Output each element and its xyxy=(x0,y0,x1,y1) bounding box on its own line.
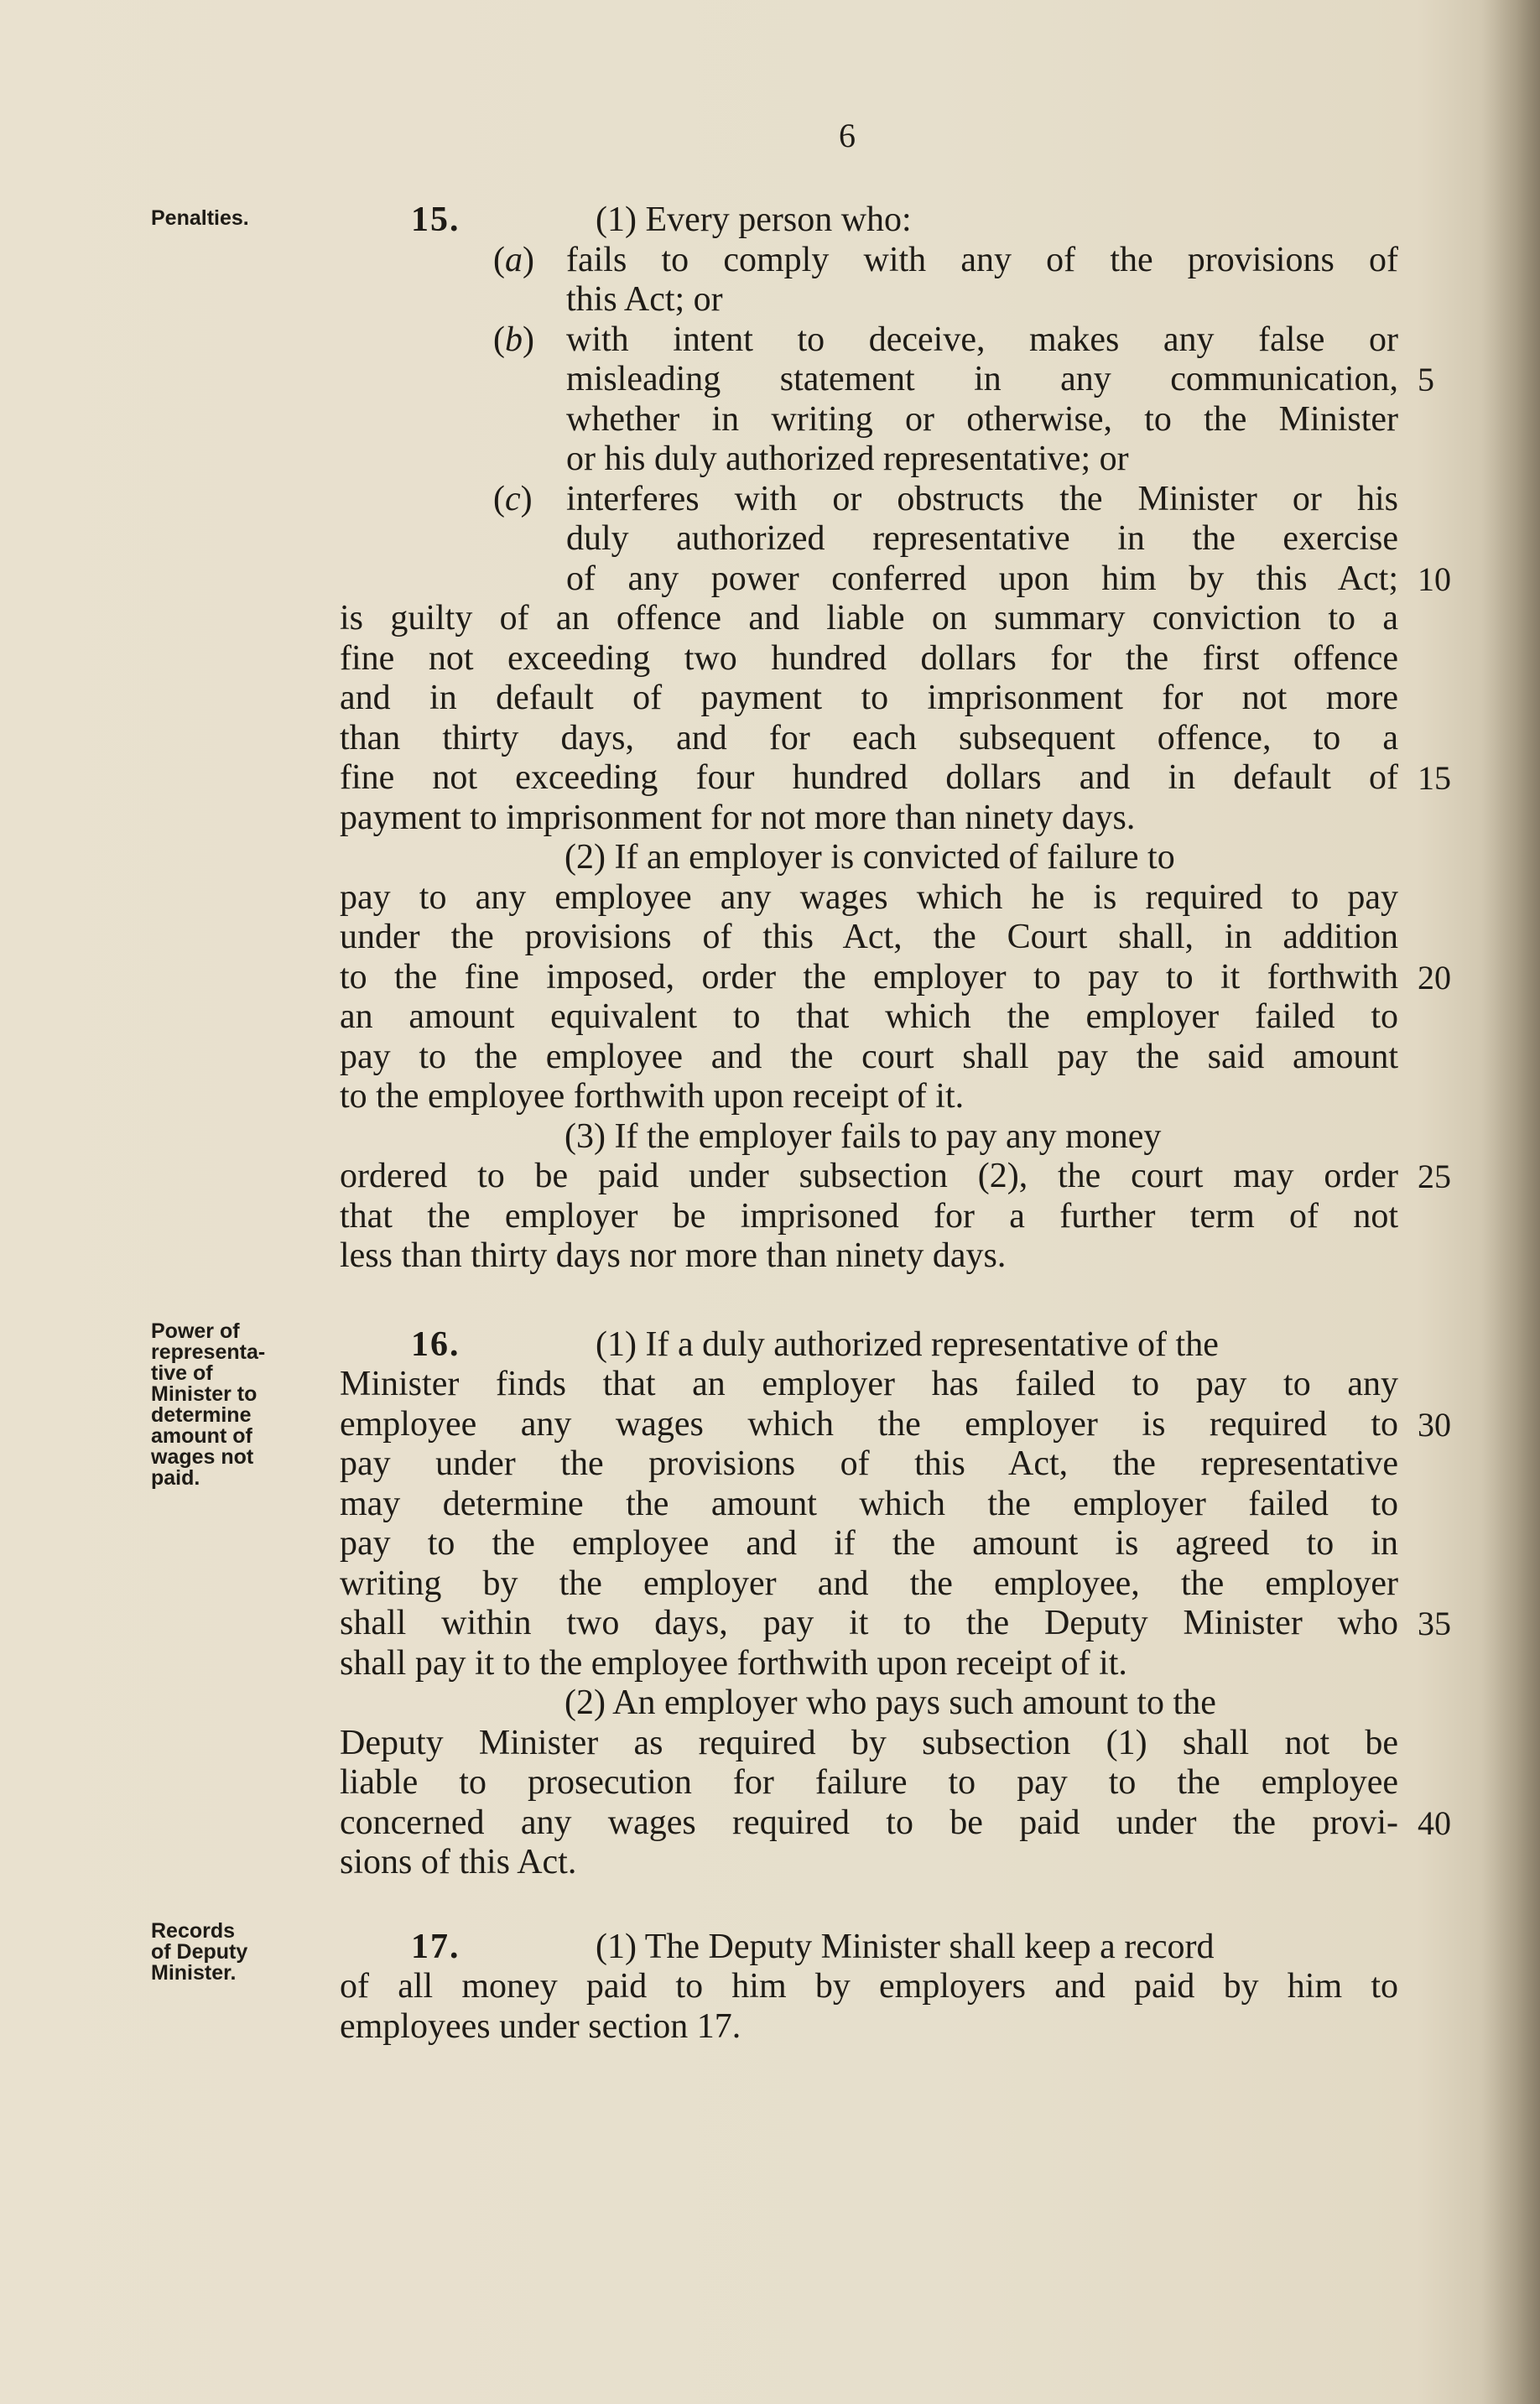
text-line: Minister finds that an employer has failed to pay to any xyxy=(340,1365,1398,1403)
section-15-heading xyxy=(411,200,912,241)
line-number: 5 xyxy=(1418,361,1434,398)
section-15-subsection-1-intro: (1) Every person who: xyxy=(596,200,912,239)
text-line: and in default of payment to imprisonment for not more xyxy=(340,679,1398,717)
subsection-first-line xyxy=(340,1117,1398,1158)
section-17-subsection-1-intro: (1) The Deputy Minister shall keep a record xyxy=(596,1928,1215,1966)
text-line: (2) If an employer is convicted of failure to xyxy=(564,838,1175,877)
text-line: than thirty days, and for each subsequent offence, to a xyxy=(340,719,1398,757)
section-17-number: 17 . xyxy=(411,1928,460,1966)
text-line: interferes with or obstructs the Minister or his xyxy=(566,480,1398,518)
text-line: to the employee forthwith upon receipt of it. xyxy=(340,1077,965,1116)
text-line: pay to the employee and if the amount is agreed to in xyxy=(340,1524,1398,1563)
item-a-label: (a) xyxy=(493,241,534,279)
line-number: 35 xyxy=(1418,1605,1451,1642)
margin-note-records-of-deputy-minister: Records of Deputy Minister. xyxy=(151,1919,248,1985)
text-line: with intent to deceive, makes any false or xyxy=(566,320,1398,359)
text-line: pay to any employee any wages which he is required to pay xyxy=(340,878,1398,917)
line-number: 40 xyxy=(1418,1804,1451,1842)
text-line: of any power conferred upon him by this Act; xyxy=(566,559,1398,598)
item-b-letter: b xyxy=(505,320,523,359)
text-line: Deputy Minister as required by subsection (1) shall not be xyxy=(340,1724,1398,1762)
section-16-subsection-1-intro: (1) If a duly authorized representative of the xyxy=(596,1325,1219,1364)
page-number: 6 xyxy=(839,117,856,154)
text-line: pay under the provisions of this Act, the representative xyxy=(340,1444,1398,1483)
text-line: duly authorized representative in the exercise xyxy=(566,519,1398,558)
text-line: misleading statement in any communication, xyxy=(566,360,1398,398)
text-line: fine not exceeding four hundred dollars and in default of xyxy=(340,758,1398,797)
item-c-label: (c) xyxy=(493,480,533,518)
text-line: ordered to be paid under subsection (2), the court may order xyxy=(340,1157,1398,1195)
section-16-number: 16 . xyxy=(411,1325,460,1364)
item-b-label: (b) xyxy=(493,320,534,359)
line-number: 15 xyxy=(1418,759,1451,797)
text-line: (3) If the employer fails to pay any money xyxy=(564,1117,1162,1156)
section-15-number: 15 . xyxy=(411,200,460,239)
section-17-heading xyxy=(411,1928,1215,1968)
text-line: sions of this Act. xyxy=(340,1843,577,1881)
text-line: less than thirty days nor more than ninety days. xyxy=(340,1236,1007,1275)
text-line: pay to the employee and the court shall pay the said amount xyxy=(340,1038,1398,1076)
margin-note-penalties: Penalties. xyxy=(151,206,249,230)
subsection-first-line xyxy=(340,1683,1398,1724)
line-number: 20 xyxy=(1418,959,1451,996)
text-line: whether in writing or otherwise, to the Minister xyxy=(566,400,1398,439)
text-line: (2) An employer who pays such amount to the xyxy=(564,1683,1216,1722)
page-edge-shadow xyxy=(1481,0,1540,2404)
text-line: is guilty of an offence and liable on summary conviction to a xyxy=(340,599,1398,637)
line-number: 10 xyxy=(1418,560,1451,598)
subsection-first-line xyxy=(340,838,1398,878)
text-line: fine not exceeding two hundred dollars for the first offence xyxy=(340,639,1398,678)
text-line: payment to imprisonment for not more than ninety days. xyxy=(340,799,1136,837)
text-line: to the fine imposed, order the employer to pay to it forthwith xyxy=(340,958,1398,996)
text-line: writing by the employer and the employee, the employer xyxy=(340,1564,1398,1603)
item-a-letter: a xyxy=(505,241,523,279)
text-line: of all money paid to him by employers and paid by him to xyxy=(340,1967,1398,2006)
text-line: fails to comply with any of the provisions of xyxy=(566,241,1398,279)
line-number: 30 xyxy=(1418,1406,1451,1444)
text-line: employee any wages which the employer is required to xyxy=(340,1405,1398,1444)
text-line: employees under section 17. xyxy=(340,2007,741,2046)
text-line: concerned any wages required to be paid under the provi- xyxy=(340,1803,1398,1842)
text-line: that the employer be imprisoned for a further term of not xyxy=(340,1197,1398,1236)
text-line: shall pay it to the employee forthwith upon receipt of it. xyxy=(340,1644,1127,1683)
section-16-heading xyxy=(411,1325,1219,1366)
text-line: may determine the amount which the employer failed to xyxy=(340,1485,1398,1523)
text-line: liable to prosecution for failure to pay to the employee xyxy=(340,1763,1398,1802)
text-line: shall within two days, pay it to the Deputy Minister who xyxy=(340,1604,1398,1642)
margin-note-power-of-representative: Power of representa- tive of Minister to determine amount of wages not paid. xyxy=(151,1319,266,1490)
text-line: or his duly authorized representative; or xyxy=(566,440,1129,478)
item-c-letter: c xyxy=(505,480,521,518)
text-line: an amount equivalent to that which the employer failed to xyxy=(340,997,1398,1036)
text-line: under the provisions of this Act, the Court shall, in addition xyxy=(340,918,1398,956)
line-number: 25 xyxy=(1418,1158,1451,1195)
text-line: this Act; or xyxy=(566,280,723,319)
